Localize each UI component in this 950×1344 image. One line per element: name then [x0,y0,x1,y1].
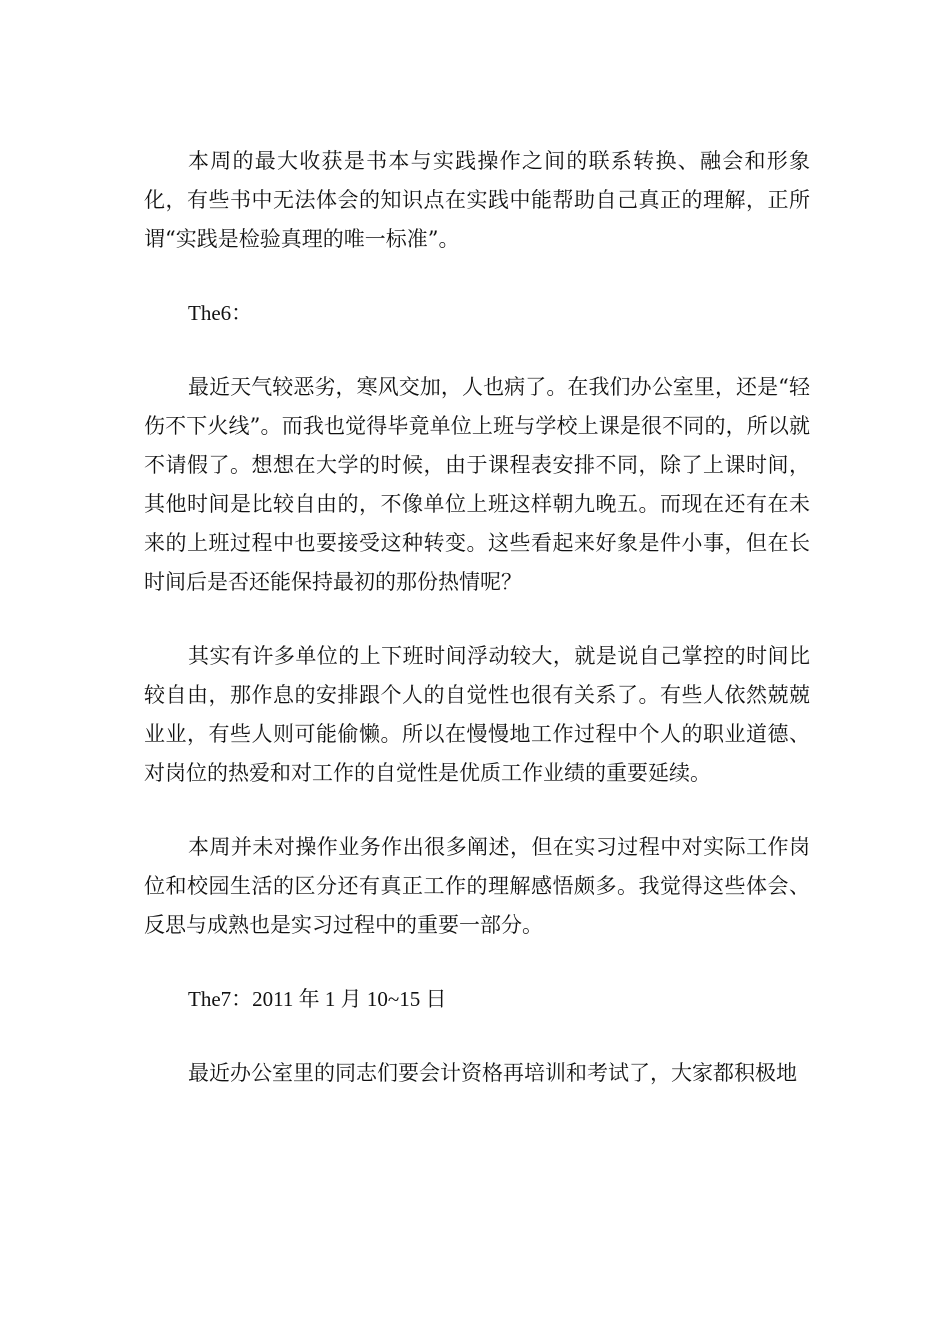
document-body [144,142,810,1128]
paragraph-work-hours: 其实有许多单位的上下班时间浮动较大，就是说自己掌控的时间比较自由，那作息的安排跟个人的自觉性也很有关系了。有些人依然兢兢业业，有些人则可能偷懒。所以在慢慢地工作过程中个人的职业道德、对岗位的热爱和对工作的自觉性是优质工作业绩的重要延续。 [144,644,810,785]
paragraph-reflection: 本周并未对操作业务作出很多阐述，但在实习过程中对实际工作岗位和校园生活的区分还有真正工作的理解感悟颇多。我觉得这些体会、反思与成熟也是实习过程中的重要一部分。 [144,835,810,937]
heading-the7: The7：2011 年 1 月 10~15 日 [188,987,447,1011]
paragraph-weekly-gain: 本周的最大收获是书本与实践操作之间的联系转换、融会和形象化，有些书中无法体会的知识点在实践中能帮助自己真正的理解，正所谓“实践是检验真理的唯一标准”。 [144,149,810,251]
paragraph-accounting-training: 最近办公室里的同志们要会计资格再培训和考试了，大家都积极地 [188,1061,797,1085]
heading-the6: The6： [188,301,253,325]
paragraph-weather-work: 最近天气较恶劣，寒风交加，人也病了。在我们办公室里，还是“轻伤不下火线”。而我也觉得毕竟单位上班与学校上课是很不同的，所以就不请假了。想想在大学的时候，由于课程表安排不同，除了上课时间，其他时间是比较自由的，不像单位上班这样朝九晚五。而现在还有在未来的上班过程中也要接受这种转变。这些看起来好象是件小事，但在长时间后是否还能保持最初的那份热情呢？ [144,375,810,594]
